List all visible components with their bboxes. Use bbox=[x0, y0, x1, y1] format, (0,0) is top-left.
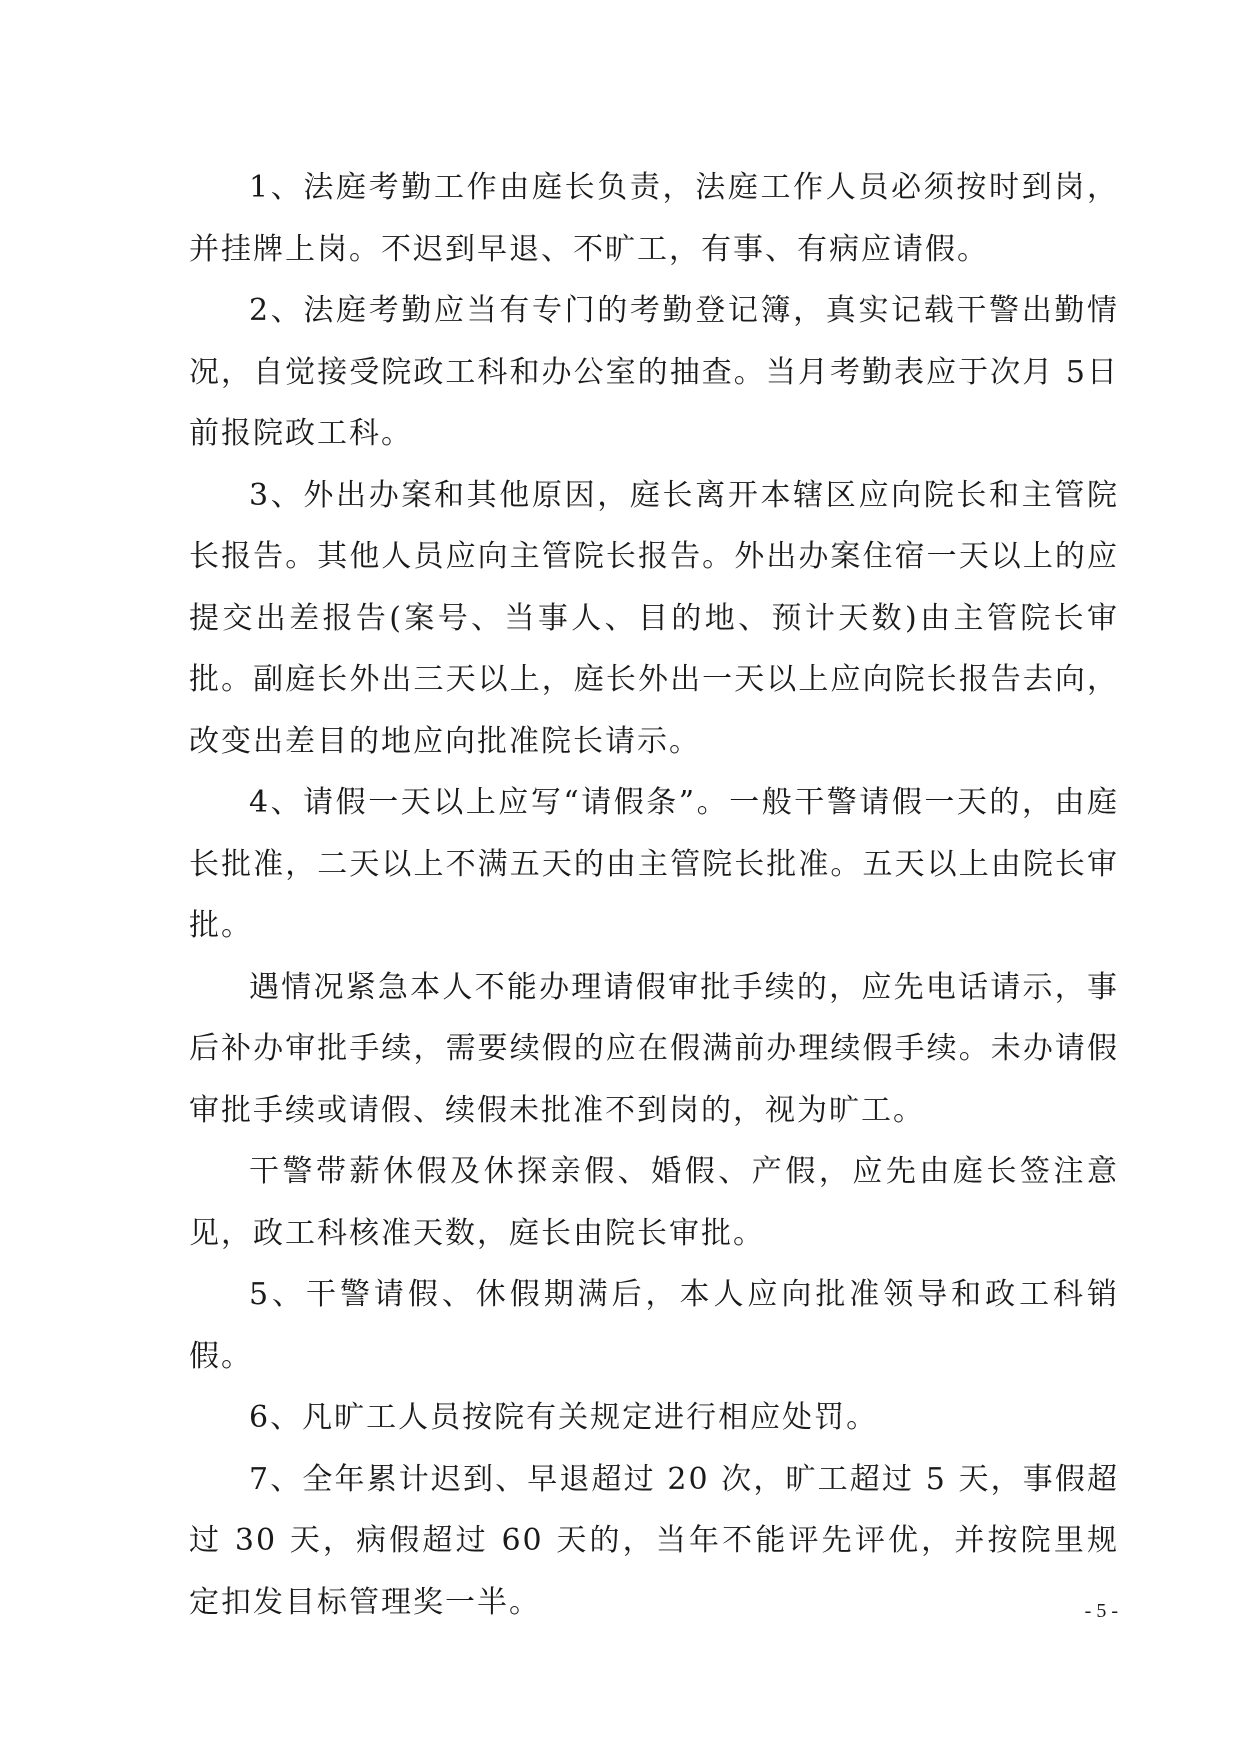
paragraph-2: 2、法庭考勤应当有专门的考勤登记簿，真实记载干警出勤情况，自觉接受院政工科和办公室的抽查。当月考勤表应于次月 5日前报院政工科。 bbox=[189, 293, 1119, 451]
paragraph-7: 7、全年累计迟到、早退超过 20 次，旷工超过 5 天，事假超过 30 天，病假超过 60 天的，当年不能评先评优，并按院里规定扣发目标管理奖一半。 bbox=[189, 1461, 1119, 1620]
document-body bbox=[189, 157, 1119, 1633]
page-number: - 5 - bbox=[1084, 1600, 1118, 1622]
paragraph-4: 4、请假一天以上应写“请假条”。一般干警请假一天的，由庭长批准，二天以上不满五天的由主管院长批准。五天以上由院长审批。 bbox=[189, 785, 1119, 943]
paragraph-5: 5、干警请假、休假期满后，本人应向批准领导和政工科销假。 bbox=[189, 1277, 1119, 1374]
paragraph-emergency-leave: 遇情况紧急本人不能办理请假审批手续的，应先电话请示，事后补办审批手续，需要续假的应在假满前办理续假手续。未办请假审批手续或请假、续假未批准不到岗的，视为旷工。 bbox=[189, 969, 1119, 1128]
paragraph-6: 6、凡旷工人员按院有关规定进行相应处罚。 bbox=[249, 1400, 879, 1435]
paragraph-3: 3、外出办案和其他原因，庭长离开本辖区应向院长和主管院长报告。其他人员应向主管院长报告。外出办案住宿一天以上的应提交出差报告(案号、当事人、目的地、预计天数)由主管院长审批。副庭长外出三天以上，庭长外出一天以上应向院长报告去向，改变出差目的地应向批准院长请示。 bbox=[189, 477, 1119, 759]
paragraph-1: 1、法庭考勤工作由庭长负责，法庭工作人员必须按时到岗，并挂牌上岗。不迟到早退、不旷工，有事、有病应请假。 bbox=[189, 170, 1119, 267]
paragraph-paid-leave: 干警带薪休假及休探亲假、婚假、产假，应先由庭长签注意见，政工科核准天数，庭长由院长审批。 bbox=[189, 1154, 1119, 1251]
